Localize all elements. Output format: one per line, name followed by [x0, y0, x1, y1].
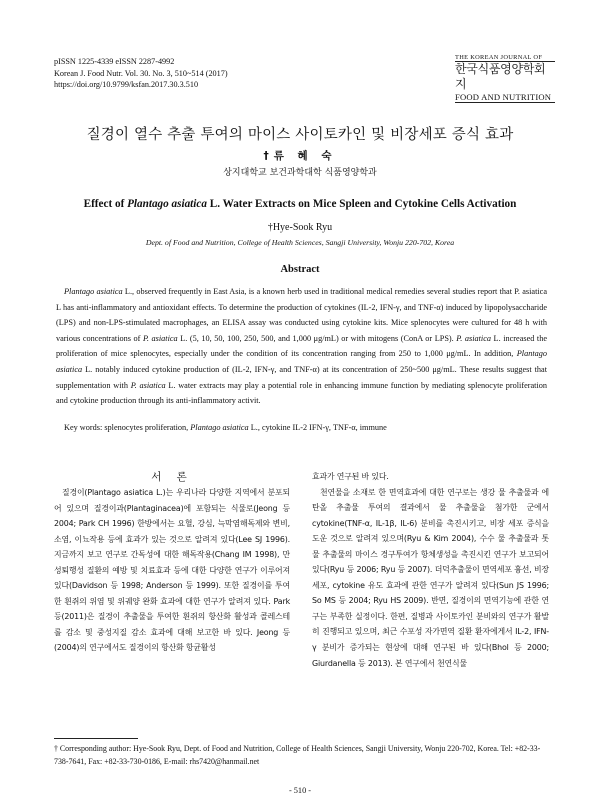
abstract-part-5: L. water extracts may play a potential role in enhancing immune function by mediating splenocyte proliferation and cytokine production through its anti-inflammatory activit. — [56, 380, 548, 406]
section-heading-introduction: 서 론 — [151, 471, 193, 483]
affiliation-english: Dept. of Food and Nutrition, College of Health Sciences, Sangji University, Wonju 220-702, Korea — [145, 238, 455, 247]
title-english-species: Plantago asiatica — [127, 198, 207, 210]
body-column-left: 질경이(Plantago asiatica L.)는 우리나라 다양한 지역에서 분포되어 있으며 질경이과(Plantaginacea)에 포함되는 식물로(Jeong 등 2004; Park CH 1996) 한방에서는 요혈, 강심, 늑막염해독제와 변비, 소염, 이뇨작용 등에 효과가 있는 것으로 알려져 있다(Lee SJ 1996). 지금까지 보고 연구로 간독성에 대한 해독작용(Chang IM 1998), 만성퇴행성 질환의 예방 및 치료효과 등에 대한 다양한 연구가 이루어져 있다(Davidson 등 1998; Anderson 등 1999). 또한 질경이를 투여한 흰쥐의 위염 및 위궤양 완화 효과에 대한 연구가 알려져 있다. Park 등(2011)은 질경이 추출물을 투여한 흰쥐의 항산화 활성과 콜레스테롤 감소 및 중성지질 감소 효과에 대해 보고한 바 있다. Jeong 등(2004)의 연구에서도 질경이의 항산화 항균활성 — [54, 488, 290, 653]
issn-line: pISSN 1225-4339 eISSN 2287-4992 — [54, 57, 175, 66]
abstract-part-2: L. (5, 10, 50, 100, 250, 500, and 1,000 μg/mL) or with mitogens (ConA or LPS). — [177, 333, 457, 343]
journal-name-english: FOOD AND NUTRITION — [455, 92, 552, 102]
abstract-species-3: P. asiatica — [456, 333, 491, 343]
author-english: †Hye-Sook Ryu — [267, 222, 333, 233]
abstract-species-1: Plantago asiatica — [64, 287, 123, 296]
abstract-part-4: L. notably induced cytokine production of (IL-2, IFN-γ, and TNF-α) at its concentration of 250~500 μg/mL. These results suggest that supplementation with — [56, 364, 547, 390]
journal-header-info — [54, 56, 228, 91]
title-english — [0, 198, 600, 210]
abstract-species-5: P. asiatica — [130, 380, 166, 390]
abstract-text — [56, 284, 547, 409]
page-number: - 510 - — [288, 786, 312, 795]
footnote-rule — [54, 738, 138, 739]
author-korean: †류 혜 숙 — [263, 150, 337, 162]
keywords-species: Plantago asiatica — [190, 423, 249, 432]
keywords-pre: Key words: splenocytes proliferation, — [64, 423, 191, 432]
title-korean: 질경이 열수 추출 투여의 마이스 사이토카인 및 비장세포 증식 효과 — [86, 127, 514, 143]
abstract-species-4: Plantago asiatica — [56, 349, 547, 374]
title-english-pre: Effect of — [83, 198, 128, 210]
body-right-paragraph-2: 천연물을 소재로 한 면역효과에 대한 연구로는 생강 물 추출물과 에탄올 추출물 투여의 결과에서 물 추출물을 첨가한 군에서 cytokine(TNF-α, IL-1β, IL-6) 분비를 촉진시키고, 비장 세포 증식을 도운 것으로 알려져 있으며(Ryu & Kim 2004), 수수 물 추출물과 톳 물 추출물의 마이스 경구투여가 항체생성을 촉진시킨 연구가 보고되어 있다(Ryu 등 2006; Ryu 등 2007). 더덕추출물이 면역세포 흉선, 비장세포, cytokine 유도 효과에 관한 연구가 알려져 있다(Sun JS 1996; So MS 등 2004; Ryu HS 2009). 반면, 질경이의 면역기능에 관한 연구는 부족한 실정이다. 한편, 질병과 사이토카인 분비와의 연구가 활발히 진행되고 있으며, 최근 수포성 자가면역 질환 환자에게서 IL-2, IFN-γ 분비가 증가되는 현상에 대해 연구된 바 있다(Bhol 등 2000; Giurdanella 등 2013). 본 연구에서 천연식물 — [312, 487, 549, 668]
body-right-paragraph-1: 효과가 연구된 바 있다. — [312, 472, 389, 481]
journal-name-small: THE KOREAN JOURNAL OF — [455, 54, 543, 61]
title-english-post: L. Water Extracts on Mice Spleen and Cytokine Cells Activation — [206, 198, 517, 210]
corresponding-author-footnote: † Corresponding author: Hye-Sook Ryu, Dept. of Food and Nutrition, College of Health Sciences, Sangji University, Wonju 220-702, Korea. Tel: +82-33-738-7641, Fax: +82-33-730-0186, E-mail: rhs7420@hanmail.net — [54, 744, 541, 766]
keywords-post: L., cytokine IL-2 IFN-γ, TNF-α, immune — [248, 423, 387, 432]
keywords — [64, 423, 548, 432]
journal-name-korean: 한국식품영양학회지 — [455, 62, 546, 91]
body-column-right — [312, 469, 549, 671]
journal-rule-bottom — [455, 102, 555, 103]
journal-logo — [455, 54, 555, 103]
citation-line: Korean J. Food Nutr. Vol. 30. No. 3, 510~514 (2017) — [54, 68, 228, 78]
doi-link[interactable]: https://doi.org/10.9799/ksfan.2017.30.3.510 — [54, 80, 199, 89]
abstract-heading: Abstract — [280, 264, 320, 275]
affiliation-korean: 상지대학교 보건과학대학 식품영양학과 — [223, 168, 377, 178]
abstract-part-1: L., observed frequently in East Asia, is a known herb used in traditional medical remedies several studies report that P. asiatica L has anti-inflammatory and antioxidant effects. To determine the production of cytokines (IL-2, IFN-γ, and TNF-α) induced by lipopolysaccharide (LPS) and non-LPS-stimulated macrophages, an ELISA assay was conducted using cytokine kits. Mice splenocytes were cultured for 48 h with various concentrations of — [56, 287, 548, 343]
abstract-species-2: P. asiatica — [142, 333, 178, 343]
abstract-part-3: L. increased the proliferation of mice splenocytes, especially under the condition of its concentration ranging from 250 to 1,000 μg/mL. In addition, — [56, 333, 547, 359]
